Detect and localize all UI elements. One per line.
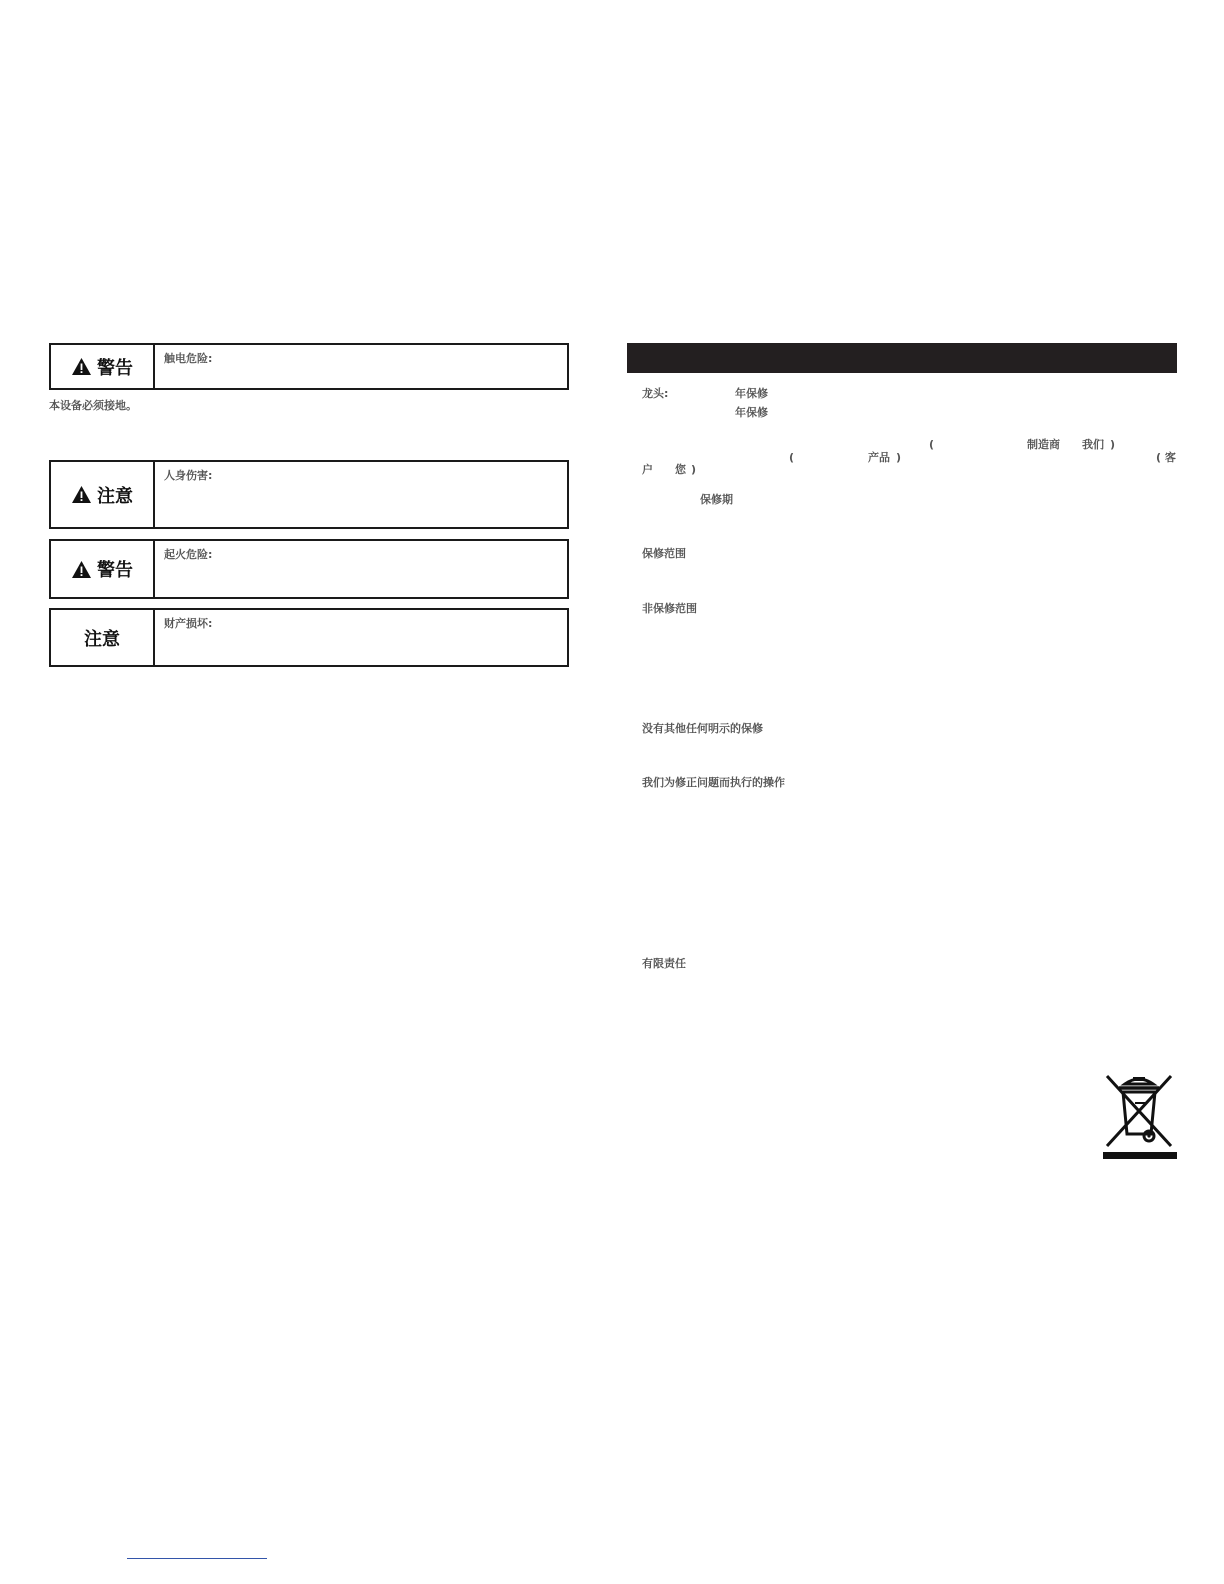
hazard-text-cell [155, 345, 567, 388]
hazard-text-cell [155, 462, 567, 527]
signal-word: 警告 [97, 560, 133, 581]
signal-word: 警告 [97, 357, 133, 379]
signal-word: 注意 [84, 628, 120, 650]
you-term: 您 [675, 463, 686, 476]
customer-term-end: 户 [642, 463, 653, 476]
customer-term-start: ( 客 [1156, 451, 1176, 464]
faucet-label: 龙头: [642, 387, 669, 400]
we-term: 我们 [1082, 438, 1104, 451]
warranty-period-term: 保修期 [700, 493, 733, 506]
grounding-note: 本设备必须接地。 [49, 399, 137, 412]
hazard-text-cell [155, 541, 567, 597]
warranty-header-bar [627, 343, 1177, 373]
warning-box-fire [49, 539, 569, 599]
hazard-title: 起火危险: [164, 548, 213, 561]
section-heading-limited-liability: 有限责任 [642, 957, 686, 970]
paren-close: ) [1110, 438, 1116, 451]
signal-word: 注意 [97, 485, 133, 507]
hazard-text-cell [155, 610, 567, 665]
hazard-title: 触电危险: [164, 352, 213, 365]
warning-triangle-icon [71, 560, 92, 579]
warning-triangle-icon [71, 485, 92, 504]
warning-box-electric [49, 343, 569, 390]
section-heading-non-coverage: 非保修范围 [642, 602, 697, 615]
footer-link-underline [127, 1558, 267, 1559]
warranty-term-2: 年保修 [735, 406, 768, 419]
hazard-title: 人身伤害: [164, 469, 213, 482]
warning-triangle-icon [71, 357, 92, 376]
hazard-title: 财产损坏: [164, 617, 213, 630]
section-heading-coverage: 保修范围 [642, 547, 686, 560]
section-heading-no-other-warranty: 没有其他任何明示的保修 [642, 722, 763, 735]
notice-box-property [49, 608, 569, 667]
caution-box-injury [49, 460, 569, 529]
signal-word-panel [51, 462, 155, 527]
paren-open: ( [789, 451, 795, 464]
warranty-term-1: 年保修 [735, 387, 768, 400]
product-term: 产品 [868, 451, 890, 464]
paren-open: ( [929, 438, 935, 451]
paren-close: ) [896, 451, 902, 464]
section-heading-our-actions: 我们为修正问题而执行的操作 [642, 776, 785, 789]
manufacturer-term: 制造商 [1027, 438, 1060, 451]
signal-word-panel [51, 345, 155, 388]
paren-close: ) [691, 463, 697, 476]
weee-crossed-bin-icon [1101, 1072, 1177, 1160]
signal-word-panel [51, 541, 155, 597]
signal-word-panel [51, 610, 155, 665]
